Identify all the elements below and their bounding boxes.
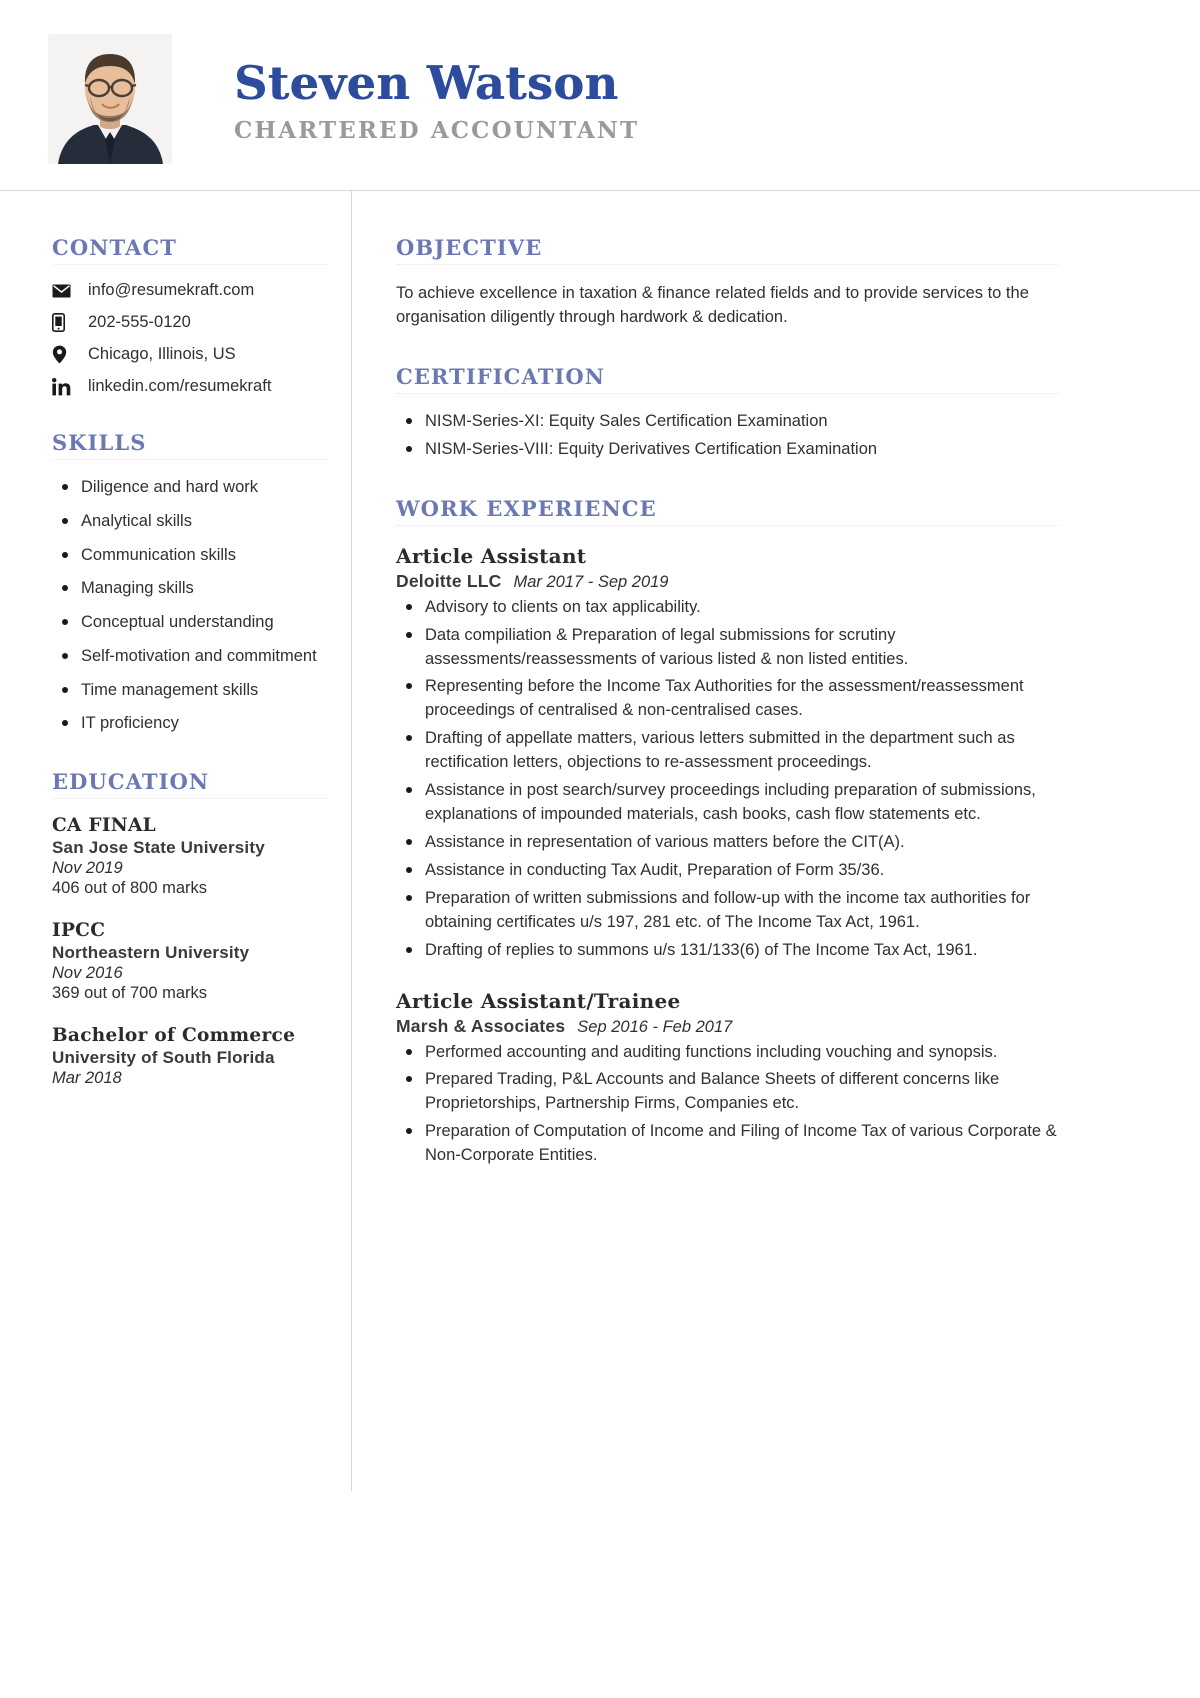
job-dates: Sep 2016 - Feb 2017 — [577, 1017, 733, 1036]
contact-item-phone[interactable] — [52, 313, 327, 332]
section-objective — [396, 235, 1060, 330]
list-item: Assistance in conducting Tax Audit, Preparation of Form 35/36. — [398, 859, 1060, 883]
contact-value-linkedin: linkedin.com/resumekraft — [88, 377, 272, 395]
job-dates: Mar 2017 - Sep 2019 — [513, 572, 669, 591]
section-title-objective: OBJECTIVE — [396, 235, 543, 260]
resume-body — [0, 191, 1200, 1491]
job-meta — [396, 1016, 1060, 1037]
list-item: Assistance in representation of various matters before the CIT(A). — [398, 831, 1060, 855]
section-divider — [396, 525, 1060, 526]
contact-value-location: Chicago, Illinois, US — [88, 345, 236, 363]
education-date: Nov 2019 — [52, 859, 123, 878]
job-bullets — [396, 596, 1060, 963]
list-item: Representing before the Income Tax Authorities for the assessment/reassessment proceedings of centralised & non-centralised cases. — [398, 675, 1060, 723]
phone-icon — [52, 313, 78, 332]
job-bullets — [396, 1041, 1060, 1169]
section-education — [52, 769, 327, 1088]
list-item: Assistance in post search/survey proceedings including preparation of submissions, explanations of impounded materials, cash books, cash flow statements etc. — [398, 779, 1060, 827]
list-item: Performed accounting and auditing functions including vouching and synopsis. — [398, 1041, 1060, 1065]
contact-item-location[interactable] — [52, 345, 327, 364]
list-item: Preparation of written submissions and follow-up with the income tax authorities for obtaining certificates u/s 197, 281 etc. of The Income Tax Act, 1961. — [398, 887, 1060, 935]
list-item: Preparation of Computation of Income and Filing of Income Tax of various Corporate & Non-Corporate Entities. — [398, 1120, 1060, 1168]
job-company: Marsh & Associates — [396, 1015, 566, 1036]
candidate-job-title: CHARTERED ACCOUNTANT — [234, 117, 640, 145]
contact-item-linkedin[interactable] — [52, 377, 327, 396]
job-role: Article Assistant — [396, 543, 587, 568]
section-divider — [396, 393, 1060, 394]
list-item: Diligence and hard work — [54, 476, 327, 499]
list-item: Managing skills — [54, 577, 327, 600]
profile-photo-illustration — [48, 34, 172, 164]
education-school: University of South Florida — [52, 1048, 275, 1068]
education-marks: 369 out of 700 marks — [52, 984, 208, 1003]
skills-list — [52, 476, 327, 735]
section-title-work-experience: WORK EXPERIENCE — [396, 495, 657, 521]
list-item: Self-motivation and commitment — [54, 645, 327, 668]
contact-value-phone: 202-555-0120 — [88, 313, 191, 331]
list-item: IT proficiency — [54, 712, 327, 735]
linkedin-icon — [52, 378, 78, 396]
email-icon — [52, 284, 78, 298]
education-school: Northeastern University — [52, 943, 250, 963]
education-degree: CA FINAL — [52, 815, 156, 837]
candidate-name: Steven Watson — [234, 55, 619, 110]
section-skills — [52, 430, 327, 735]
section-title-education: EDUCATION — [52, 769, 210, 795]
certification-list — [396, 410, 1060, 462]
section-title-skills: SKILLS — [52, 430, 147, 455]
location-icon — [52, 345, 78, 364]
education-entry — [52, 920, 327, 1003]
education-entry — [52, 815, 327, 898]
list-item: Prepared Trading, P&L Accounts and Balance Sheets of different concerns like Proprietorships, Partnership Firms, Companies etc. — [398, 1068, 1060, 1116]
work-entry — [396, 544, 1060, 963]
list-item: NISM-Series-VIII: Equity Derivatives Certification Examination — [398, 438, 1060, 462]
list-item: Data compiliation & Preparation of legal submissions for scrutiny assessments/reassessments of various listed & non listed entities. — [398, 624, 1060, 672]
education-marks: 406 out of 800 marks — [52, 879, 208, 898]
job-company: Deloitte LLC — [396, 570, 502, 591]
objective-text: To achieve excellence in taxation & finance related fields and to provide services to the organisation diligently through hardwork & dedication. — [396, 284, 1029, 327]
main-content — [352, 191, 1200, 1491]
list-item: Conceptual understanding — [54, 611, 327, 634]
education-degree: Bachelor of Commerce — [52, 1025, 296, 1047]
list-item: Drafting of appellate matters, various letters submitted in the department such as rectification letters, objections to re-assessment proceedings. — [398, 727, 1060, 775]
section-divider — [52, 459, 327, 460]
section-work-experience — [396, 496, 1060, 1169]
section-divider — [52, 798, 327, 799]
education-entry — [52, 1025, 327, 1088]
section-divider — [52, 264, 327, 265]
section-divider — [396, 264, 1060, 265]
list-item: Analytical skills — [54, 510, 327, 533]
resume-header — [0, 0, 1200, 191]
list-item: NISM-Series-XI: Equity Sales Certification Examination — [398, 410, 1060, 434]
list-item: Drafting of replies to summons u/s 131/133(6) of The Income Tax Act, 1961. — [398, 939, 1060, 963]
section-certification — [396, 364, 1060, 462]
job-role: Article Assistant/Trainee — [396, 988, 681, 1013]
list-item: Communication skills — [54, 544, 327, 567]
contact-item-email[interactable] — [52, 281, 327, 300]
education-date: Mar 2018 — [52, 1069, 122, 1088]
education-degree: IPCC — [52, 920, 106, 942]
list-item: Time management skills — [54, 679, 327, 702]
education-date: Nov 2016 — [52, 964, 123, 983]
section-title-contact: CONTACT — [52, 235, 178, 260]
list-item: Advisory to clients on tax applicability. — [398, 596, 1060, 620]
work-entry — [396, 989, 1060, 1169]
section-contact — [52, 235, 327, 396]
profile-photo — [48, 34, 172, 164]
sidebar — [0, 191, 352, 1491]
contact-value-email: info@resumekraft.com — [88, 281, 255, 299]
job-meta — [396, 571, 1060, 592]
education-school: San Jose State University — [52, 838, 265, 858]
section-title-certification: CERTIFICATION — [396, 363, 606, 389]
contact-list — [52, 281, 327, 396]
header-text-block — [234, 54, 639, 145]
